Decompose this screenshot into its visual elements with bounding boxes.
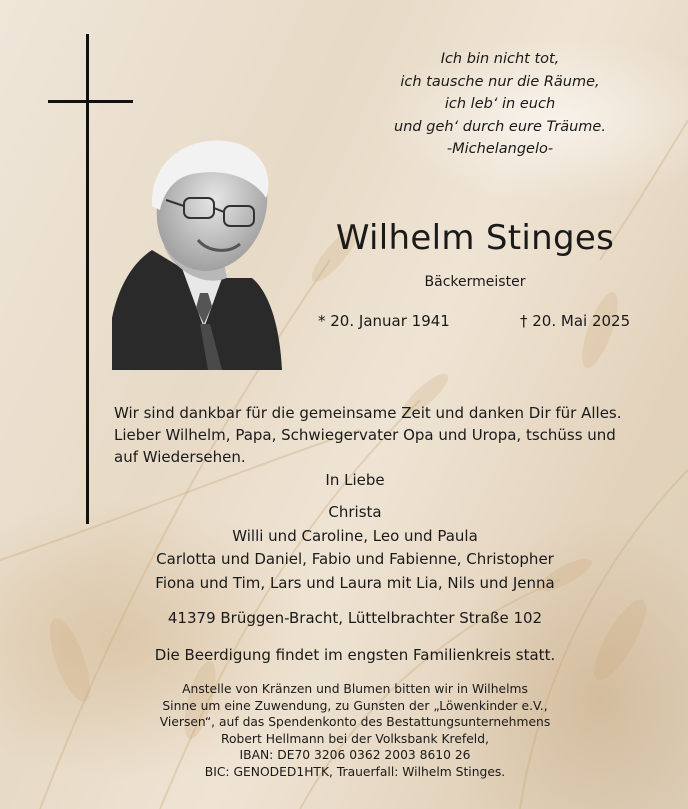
portrait-photo	[112, 128, 282, 370]
family-address: 41379 Brüggen-Bracht, Lüttelbrachter Straße 102	[167, 609, 543, 627]
quote-line: ich tausche nur die Räume,	[400, 73, 600, 90]
message-line: auf Wiedersehen.	[114, 448, 246, 466]
in-love-label: In Liebe	[325, 471, 385, 489]
family-line: Fiona und Tim, Lars und Laura mit Lia, Nils und Jenna	[155, 573, 555, 592]
message-line: Wir sind dankbar für die gemeinsame Zeit und danken Dir für Alles.	[114, 404, 622, 422]
quote-line: und geh‘ durch eure Träume.	[394, 118, 606, 135]
donation-line: Sinne um eine Zuwendung, zu Gunsten der „Löwenkinder e.V.,	[162, 698, 548, 713]
death-date: † 20. Mai 2025	[520, 312, 631, 330]
donation-note	[100, 681, 610, 780]
donation-line: BIC: GENODED1HTK, Trauerfall: Wilhelm Stinges.	[204, 764, 506, 779]
quote-author: -Michelangelo-	[446, 141, 554, 157]
donation-line: Anstelle von Kränzen und Blumen bitten wir in Wilhelms	[182, 682, 528, 696]
donation-line: Robert Hellmann bei der Volksbank Krefeld,	[221, 731, 489, 746]
deceased-name: Wilhelm Stinges	[335, 218, 615, 258]
family-line: Christa	[328, 503, 382, 521]
quote-line: Ich bin nicht tot,	[440, 51, 560, 67]
funeral-notice: Die Beerdigung findet im engsten Familienkreis statt.	[154, 646, 556, 664]
family-list	[100, 501, 610, 595]
family-line: Willi und Caroline, Leo und Paula	[232, 526, 478, 545]
deceased-profession: Bäckermeister	[424, 274, 526, 290]
birth-date: * 20. Januar 1941	[318, 312, 450, 330]
thanks-message	[114, 402, 634, 468]
memorial-quote	[340, 48, 660, 161]
donation-line: IBAN: DE70 3206 0362 2003 8610 26	[239, 748, 471, 762]
cross-horizontal-bar	[48, 100, 133, 103]
cross-vertical-bar	[86, 34, 89, 524]
message-line: Lieber Wilhelm, Papa, Schwiegervater Opa und Uropa, tschüss und	[114, 426, 616, 444]
family-line: Carlotta und Daniel, Fabio und Fabienne, Christopher	[156, 550, 554, 568]
donation-line: Viersen“, auf das Spendenkonto des Bestattungsunternehmens	[159, 715, 551, 729]
quote-line: ich leb‘ in euch	[444, 96, 556, 112]
